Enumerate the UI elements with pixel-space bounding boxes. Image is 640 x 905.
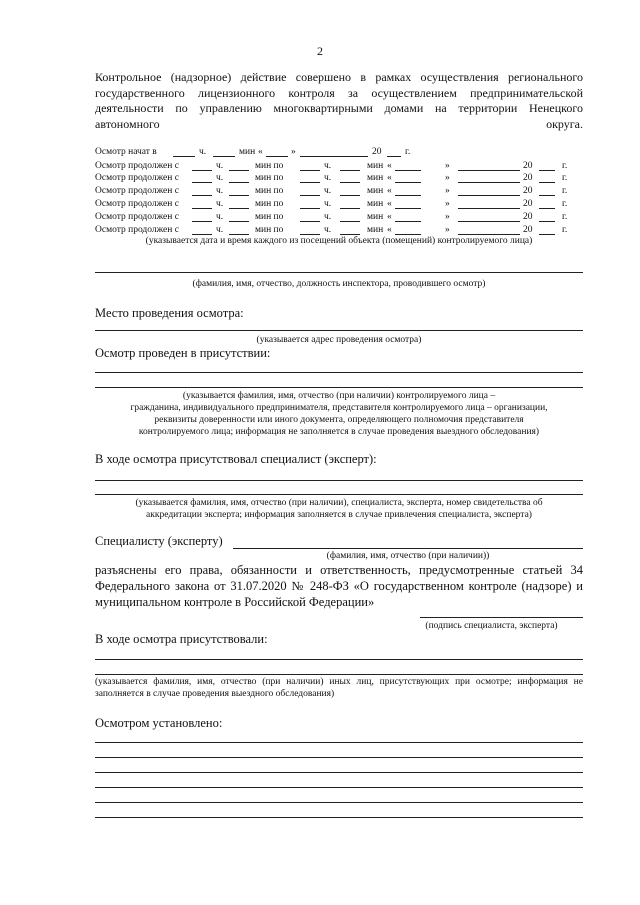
schedule-text: ч. xyxy=(324,212,332,222)
schedule-text: « xyxy=(387,161,392,171)
schedule-text: « xyxy=(387,199,392,209)
schedule-text: « xyxy=(387,186,392,196)
findings-heading: Осмотром установлено: xyxy=(95,716,223,730)
schedule-text: мин по xyxy=(255,225,284,235)
schedule-text: ч. xyxy=(324,199,332,209)
schedule-text: » xyxy=(445,161,450,171)
specialist-line-2 xyxy=(95,494,583,495)
schedule-text: Осмотр продолжен с xyxy=(95,186,179,196)
findings-line-1 xyxy=(95,742,583,743)
schedule-text: ч. xyxy=(216,173,224,183)
intro-paragraph: Контрольное (надзорное) действие совершено в рамках осуществления регионального государственного лицензионного контроля за осуществлением предпринимательской деятельности по управлению многоквартирными домами на территории Ненецкого автономного округа. xyxy=(95,70,583,131)
schedule-text: г. xyxy=(562,173,568,183)
schedule-text: ч. xyxy=(324,186,332,196)
specialist-rights-text: разъяснены его права, обязанности и ответственность, предусмотренные статьей 34 Федерального закона от 31.07.2020 № 248-ФЗ «О государственном контроле (надзоре) и муниципальном контроле в Российской Федерации» xyxy=(95,563,583,609)
schedule-text: ч. xyxy=(216,186,224,196)
schedule-text: Осмотр продолжен с xyxy=(95,199,179,209)
schedule-text: ч. xyxy=(324,173,332,183)
schedule-text: Осмотр продолжен с xyxy=(95,161,179,171)
schedule-text: г. xyxy=(562,212,568,222)
schedule-text: « xyxy=(387,212,392,222)
specialist-name-caption: (фамилия, имя, отчество (при наличии)) xyxy=(326,551,490,561)
specialist-heading: В ходе осмотра присутствовал специалист (эксперт): xyxy=(95,452,377,466)
place-line xyxy=(95,330,583,331)
others-caption: (указывается фамилия, имя, отчество (при наличии) иных лиц, присутствующих при осмотре; информация не заполняется в случае проведения выездного обследования) xyxy=(95,677,583,699)
place-heading: Место проведения осмотра: xyxy=(95,306,244,320)
schedule-caption: (указывается дата и время каждого из посещений объекта (помещений) контролируемого лица) xyxy=(145,236,533,246)
specialist-line-1 xyxy=(95,480,583,481)
schedule-text: г. xyxy=(562,199,568,209)
schedule-text: ч. xyxy=(216,225,224,235)
findings-line-4 xyxy=(95,787,583,788)
schedule-text: мин по xyxy=(255,199,284,209)
schedule-text: мин xyxy=(367,186,384,196)
presence-caption: (указывается фамилия, имя, отчество (при наличии) контролируемого лица – гражданина, индивидуального предпринимателя, представителя контролируемого лица – организации, реквизиты доверенности или иного документа, определяющего полномочия представителя контролируемого лица; информация не заполняется в случае проведения выездного обследования) xyxy=(130,391,548,437)
schedule-text: 20 xyxy=(523,212,533,222)
specialist-rights-label: Специалисту (эксперту) xyxy=(95,534,223,548)
schedule-text: мин по xyxy=(255,212,284,222)
schedule-text: мин xyxy=(367,173,384,183)
page-number: 2 xyxy=(317,44,323,58)
signature-line xyxy=(420,617,583,618)
schedule-text: « xyxy=(387,173,392,183)
schedule-text: мин по xyxy=(255,173,284,183)
inspector-caption: (фамилия, имя, отчество, должность инспектора, проводившего осмотр) xyxy=(192,279,486,289)
schedule-text: 20 xyxy=(523,186,533,196)
schedule-text: « xyxy=(387,225,392,235)
specialist-caption: (указывается фамилия, имя, отчество (при наличии), специалиста, эксперта, номер свидетельства об аккредитации эксперта; информация заполняется в случае привлечения специалиста, эксперта) xyxy=(135,498,543,520)
schedule-text: ч. xyxy=(324,161,332,171)
schedule-text: » xyxy=(445,186,450,196)
findings-line-3 xyxy=(95,772,583,773)
presence-line-1 xyxy=(95,372,583,373)
schedule-text: » xyxy=(445,199,450,209)
schedule-text: ч. xyxy=(216,199,224,209)
schedule-text: ч. xyxy=(216,212,224,222)
presence-heading: Осмотр проведен в присутствии: xyxy=(95,346,271,360)
inspector-line xyxy=(95,272,583,273)
schedule-text: 20 xyxy=(523,173,533,183)
schedule-text: мин по xyxy=(255,186,284,196)
schedule-text: 20 xyxy=(523,199,533,209)
schedule-text: » xyxy=(445,173,450,183)
schedule-text: мин xyxy=(367,212,384,222)
place-caption: (указывается адрес проведения осмотра) xyxy=(256,335,422,345)
schedule-text: Осмотр продолжен с xyxy=(95,173,179,183)
schedule-text: 20 xyxy=(523,225,533,235)
findings-line-6 xyxy=(95,817,583,818)
presence-line-2 xyxy=(95,387,583,388)
schedule-text: Осмотр продолжен с xyxy=(95,225,179,235)
schedule-text: мин по xyxy=(255,161,284,171)
schedule-text: 20 xyxy=(523,161,533,171)
schedule-text: Осмотр продолжен с xyxy=(95,212,179,222)
schedule-text: ч. xyxy=(324,225,332,235)
schedule-text: мин xyxy=(367,199,384,209)
schedule-text: ч. xyxy=(216,161,224,171)
findings-line-2 xyxy=(95,757,583,758)
schedule-text: мин xyxy=(367,161,384,171)
schedule-text: г. xyxy=(562,186,568,196)
schedule-text: » xyxy=(445,225,450,235)
schedule-text: г. xyxy=(562,225,568,235)
signature-caption: (подпись специалиста, эксперта) xyxy=(425,621,558,631)
others-line-2 xyxy=(95,674,583,675)
others-line-1 xyxy=(95,659,583,660)
findings-line-5 xyxy=(95,802,583,803)
schedule-text: мин xyxy=(367,225,384,235)
specialist-name-line xyxy=(233,548,583,549)
others-heading: В ходе осмотра присутствовали: xyxy=(95,632,268,646)
schedule-text: г. xyxy=(562,161,568,171)
schedule-text: » xyxy=(445,212,450,222)
